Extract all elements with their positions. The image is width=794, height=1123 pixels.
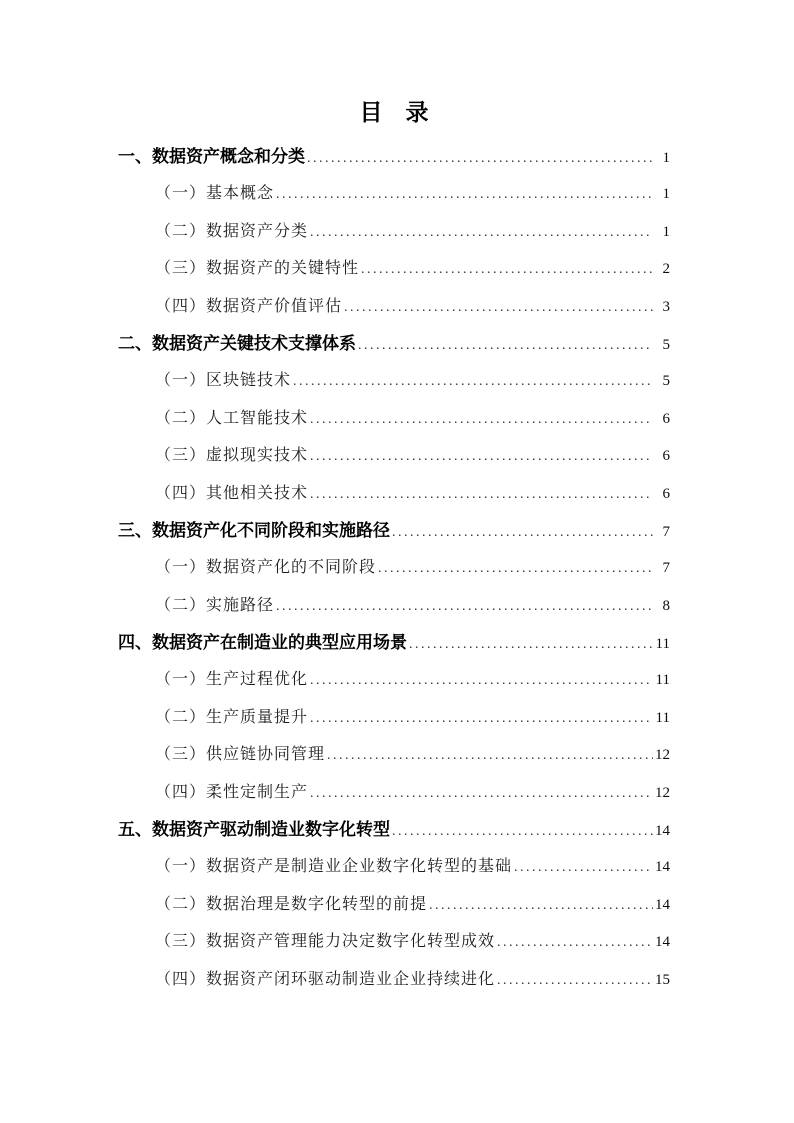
toc-dot-leader	[310, 476, 653, 513]
toc-dot-leader	[392, 813, 653, 850]
toc-page-number: 11	[655, 672, 670, 689]
toc-dot-leader	[327, 737, 653, 774]
toc-entry[interactable]	[118, 549, 670, 586]
toc-page-number: 2	[662, 261, 670, 278]
toc-dot-leader	[310, 700, 653, 737]
toc-entry[interactable]	[118, 774, 670, 811]
toc-entry[interactable]	[118, 437, 670, 474]
toc-entry-label: 二、数据资产关键技术支撑体系	[118, 333, 356, 353]
toc-entry[interactable]	[118, 699, 670, 736]
toc-entry[interactable]	[118, 362, 670, 399]
toc-entry-label: （二）生产质量提升	[155, 708, 309, 726]
toc-entry[interactable]	[118, 661, 670, 698]
toc-page-number: 14	[655, 823, 670, 840]
toc-dot-leader	[361, 251, 653, 288]
toc-entry-label: （二）人工智能技术	[155, 409, 309, 427]
toc-entry-label: （四）数据资产价值评估	[155, 297, 343, 315]
toc-page-number: 15	[655, 971, 670, 988]
toc-page-number: 3	[662, 298, 670, 315]
toc-entry[interactable]	[118, 961, 670, 998]
toc-entry[interactable]	[118, 400, 670, 437]
toc-entry[interactable]	[118, 288, 670, 325]
toc-page-number: 1	[662, 186, 670, 203]
toc-entry-label: （四）数据资产闭环驱动制造业企业持续进化	[155, 970, 496, 988]
toc-page-number: 11	[655, 636, 670, 653]
toc-page-number: 7	[662, 523, 670, 540]
toc-dot-leader	[310, 775, 653, 812]
toc-page-number: 14	[655, 934, 670, 951]
toc-entry-label: 三、数据资产化不同阶段和实施路径	[118, 520, 390, 540]
toc-page-number: 5	[662, 336, 670, 353]
toc-page-number: 6	[662, 410, 670, 427]
toc-entry[interactable]	[118, 138, 670, 175]
toc-entry[interactable]	[118, 325, 670, 362]
toc-entry-label: （一）生产过程优化	[155, 671, 309, 689]
toc-entry-label: （一）基本概念	[155, 185, 275, 203]
toc-entry-label: （二）实施路径	[155, 596, 275, 614]
toc-page-number: 8	[662, 597, 670, 614]
page-title: 目 录	[359, 99, 429, 125]
toc-entry-label: （四）其他相关技术	[155, 484, 309, 502]
toc-entry-label: （四）柔性定制生产	[155, 783, 309, 801]
toc-entry-label: （二）数据资产分类	[155, 222, 309, 240]
toc-entry-label: （一）数据资产是制造业企业数字化转型的基础	[155, 858, 513, 876]
toc-page-number: 14	[655, 896, 670, 913]
toc-dot-leader	[409, 626, 653, 663]
toc-entry-label: （二）数据治理是数字化转型的前提	[155, 895, 428, 913]
toc-dot-leader	[307, 140, 653, 177]
toc-dot-leader	[497, 924, 653, 961]
toc-dot-leader	[392, 514, 653, 551]
toc-entry[interactable]	[118, 923, 670, 960]
toc-list	[118, 138, 670, 998]
toc-entry[interactable]	[118, 475, 670, 512]
toc-dot-leader	[310, 438, 653, 475]
toc-dot-leader	[310, 662, 653, 699]
toc-entry-label: （一）数据资产化的不同阶段	[155, 559, 377, 577]
toc-entry[interactable]	[118, 886, 670, 923]
toc-page-number: 5	[662, 373, 670, 390]
toc-entry-label: （一）区块链技术	[155, 372, 292, 390]
toc-entry[interactable]	[118, 213, 670, 250]
toc-page-number: 11	[655, 709, 670, 726]
toc-entry[interactable]	[118, 587, 670, 624]
toc-entry-label: 一、数据资产概念和分类	[118, 147, 305, 166]
toc-page-number: 7	[662, 560, 670, 577]
toc-dot-leader	[276, 588, 653, 625]
toc-dot-leader	[310, 214, 653, 251]
toc-entry[interactable]	[118, 175, 670, 212]
toc-dot-leader	[497, 962, 653, 999]
toc-page-number: 1	[662, 150, 670, 166]
toc-entry-label: （三）数据资产管理能力决定数字化转型成效	[155, 933, 496, 951]
toc-entry-label: 四、数据资产在制造业的典型应用场景	[118, 633, 407, 653]
toc-entry-label: 五、数据资产驱动制造业数字化转型	[118, 820, 390, 840]
toc-entry-label: （三）数据资产的关键特性	[155, 260, 360, 278]
toc-page-number: 6	[662, 448, 670, 465]
toc-dot-leader	[276, 176, 653, 213]
toc-entry-label: （三）供应链协同管理	[155, 746, 326, 764]
toc-dot-leader	[378, 550, 653, 587]
toc-entry-label: （三）虚拟现实技术	[155, 447, 309, 465]
toc-page-number: 1	[662, 223, 670, 240]
toc-dot-leader	[310, 401, 653, 438]
toc-dot-leader	[344, 289, 653, 326]
toc-entry[interactable]	[118, 736, 670, 773]
toc-dot-leader	[514, 849, 653, 886]
toc-page-number: 12	[655, 784, 670, 801]
toc-dot-leader	[293, 363, 653, 400]
toc-entry[interactable]	[118, 848, 670, 885]
toc-entry[interactable]	[118, 624, 670, 661]
toc-dot-leader	[358, 327, 653, 364]
toc-entry[interactable]	[118, 811, 670, 848]
toc-page-number: 6	[662, 485, 670, 502]
toc-dot-leader	[429, 887, 653, 924]
toc-page-number: 14	[655, 859, 670, 876]
toc-entry[interactable]	[118, 250, 670, 287]
toc-page-number: 12	[655, 747, 670, 764]
toc-entry[interactable]	[118, 512, 670, 549]
